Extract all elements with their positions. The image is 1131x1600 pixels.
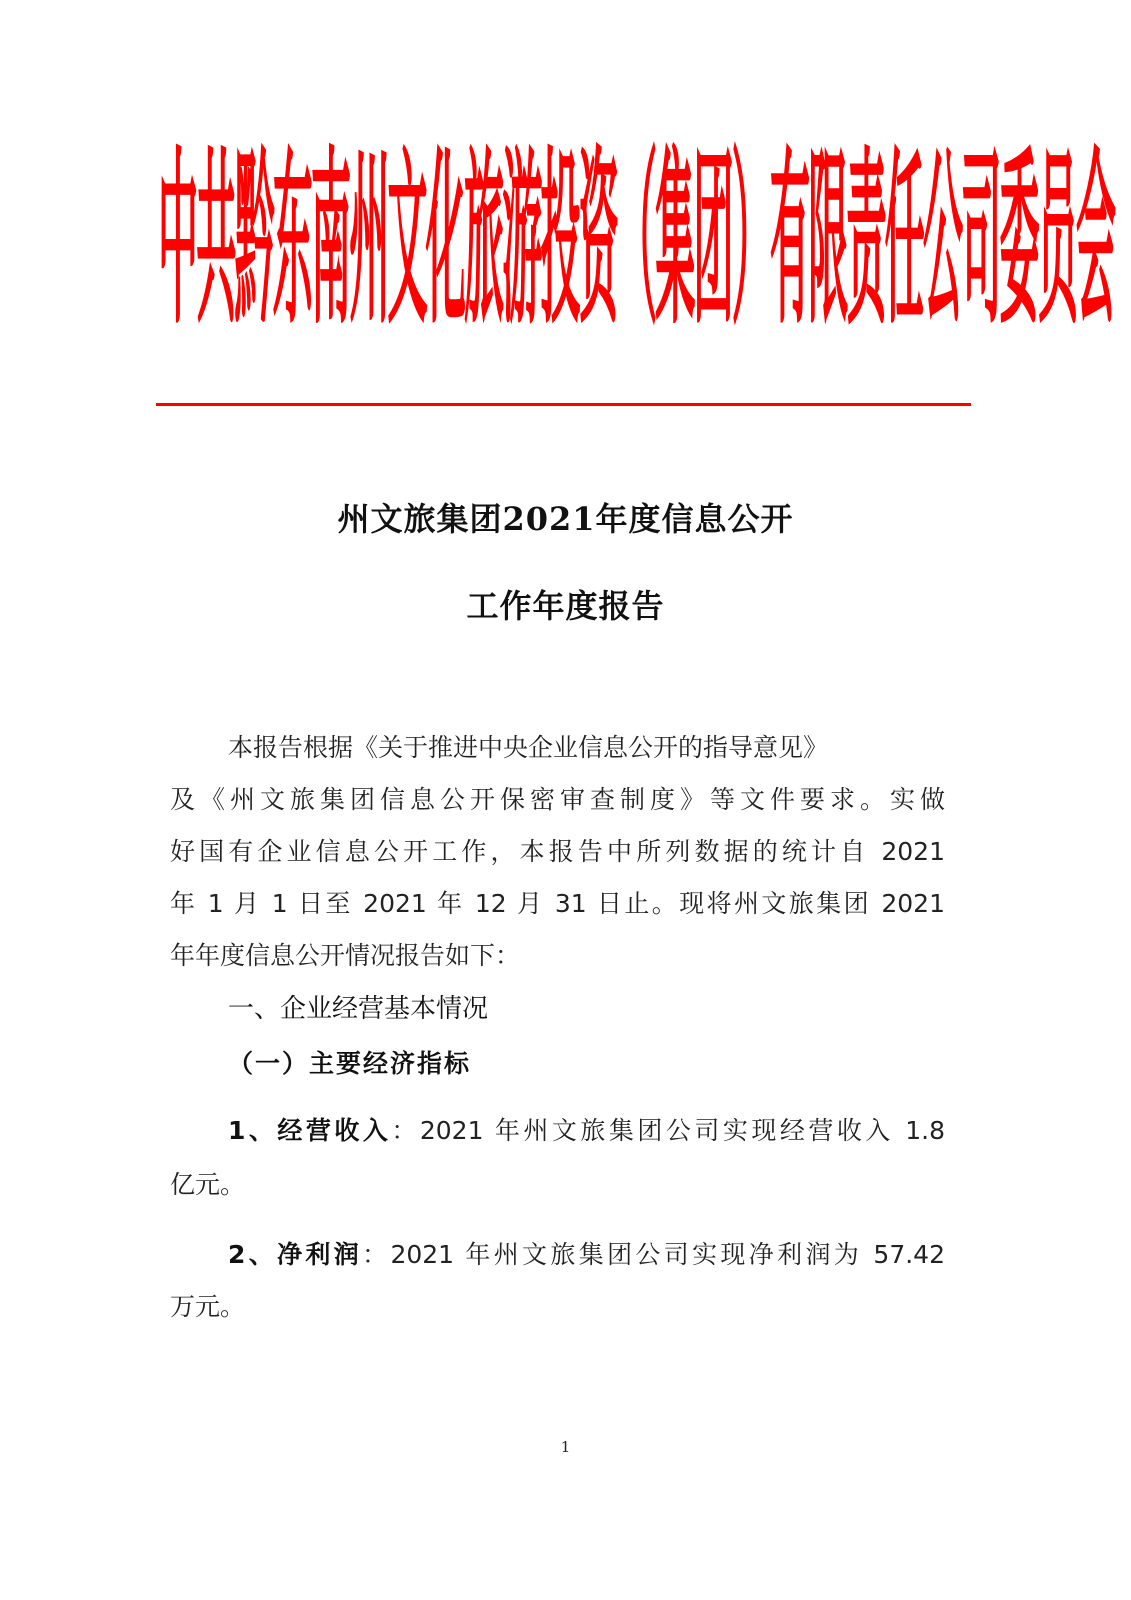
section-subheading: （一）主要经济指标 (228, 1049, 472, 1078)
indicator-revenue-label: 1、经营收入 (228, 1116, 392, 1145)
indicator-revenue-continuation: 亿元。 (170, 1170, 246, 1199)
document-title-line-1: 州文旅集团2021年度信息公开 (337, 500, 794, 538)
indicator-revenue (228, 1116, 945, 1146)
intro-line-5: 年年度信息公开情况报告如下： (170, 941, 521, 970)
document-title-line-2: 工作年度报告 (466, 587, 665, 625)
intro-line-2: 及《州文旅集团信息公开保密审查制度》等文件要求。实做 (170, 785, 945, 814)
indicator-net-profit-label: 2、净利润 (228, 1240, 363, 1269)
indicator-net-profit-text: ：2021 年州文旅集团公司实现净利润为 57.42 (362, 1240, 945, 1269)
intro-line-3: 好国有企业信息公开工作，本报告中所列数据的统计自 2021 (170, 837, 945, 866)
intro-line-4: 年 1 月 1 日至 2021 年 12 月 31 日止。现将州文旅集团 2021 (170, 889, 945, 918)
page-number: 1 (560, 1438, 571, 1456)
indicator-net-profit-continuation: 万元。 (170, 1292, 246, 1321)
indicator-net-profit (228, 1240, 945, 1270)
indicator-revenue-text: ：2021 年州文旅集团公司实现经营收入 1.8 (391, 1116, 945, 1145)
letterhead-org-name: 中共黔东南州文化旅游投资（集团）有限责任公司委员会 (158, 130, 1115, 353)
letterhead (158, 128, 1115, 358)
letterhead-red-rule (156, 403, 971, 406)
intro-line-1: 本报告根据《关于推进中央企业信息公开的指导意见》 (228, 733, 829, 762)
section-heading: 一、企业经营基本情况 (228, 994, 489, 1024)
